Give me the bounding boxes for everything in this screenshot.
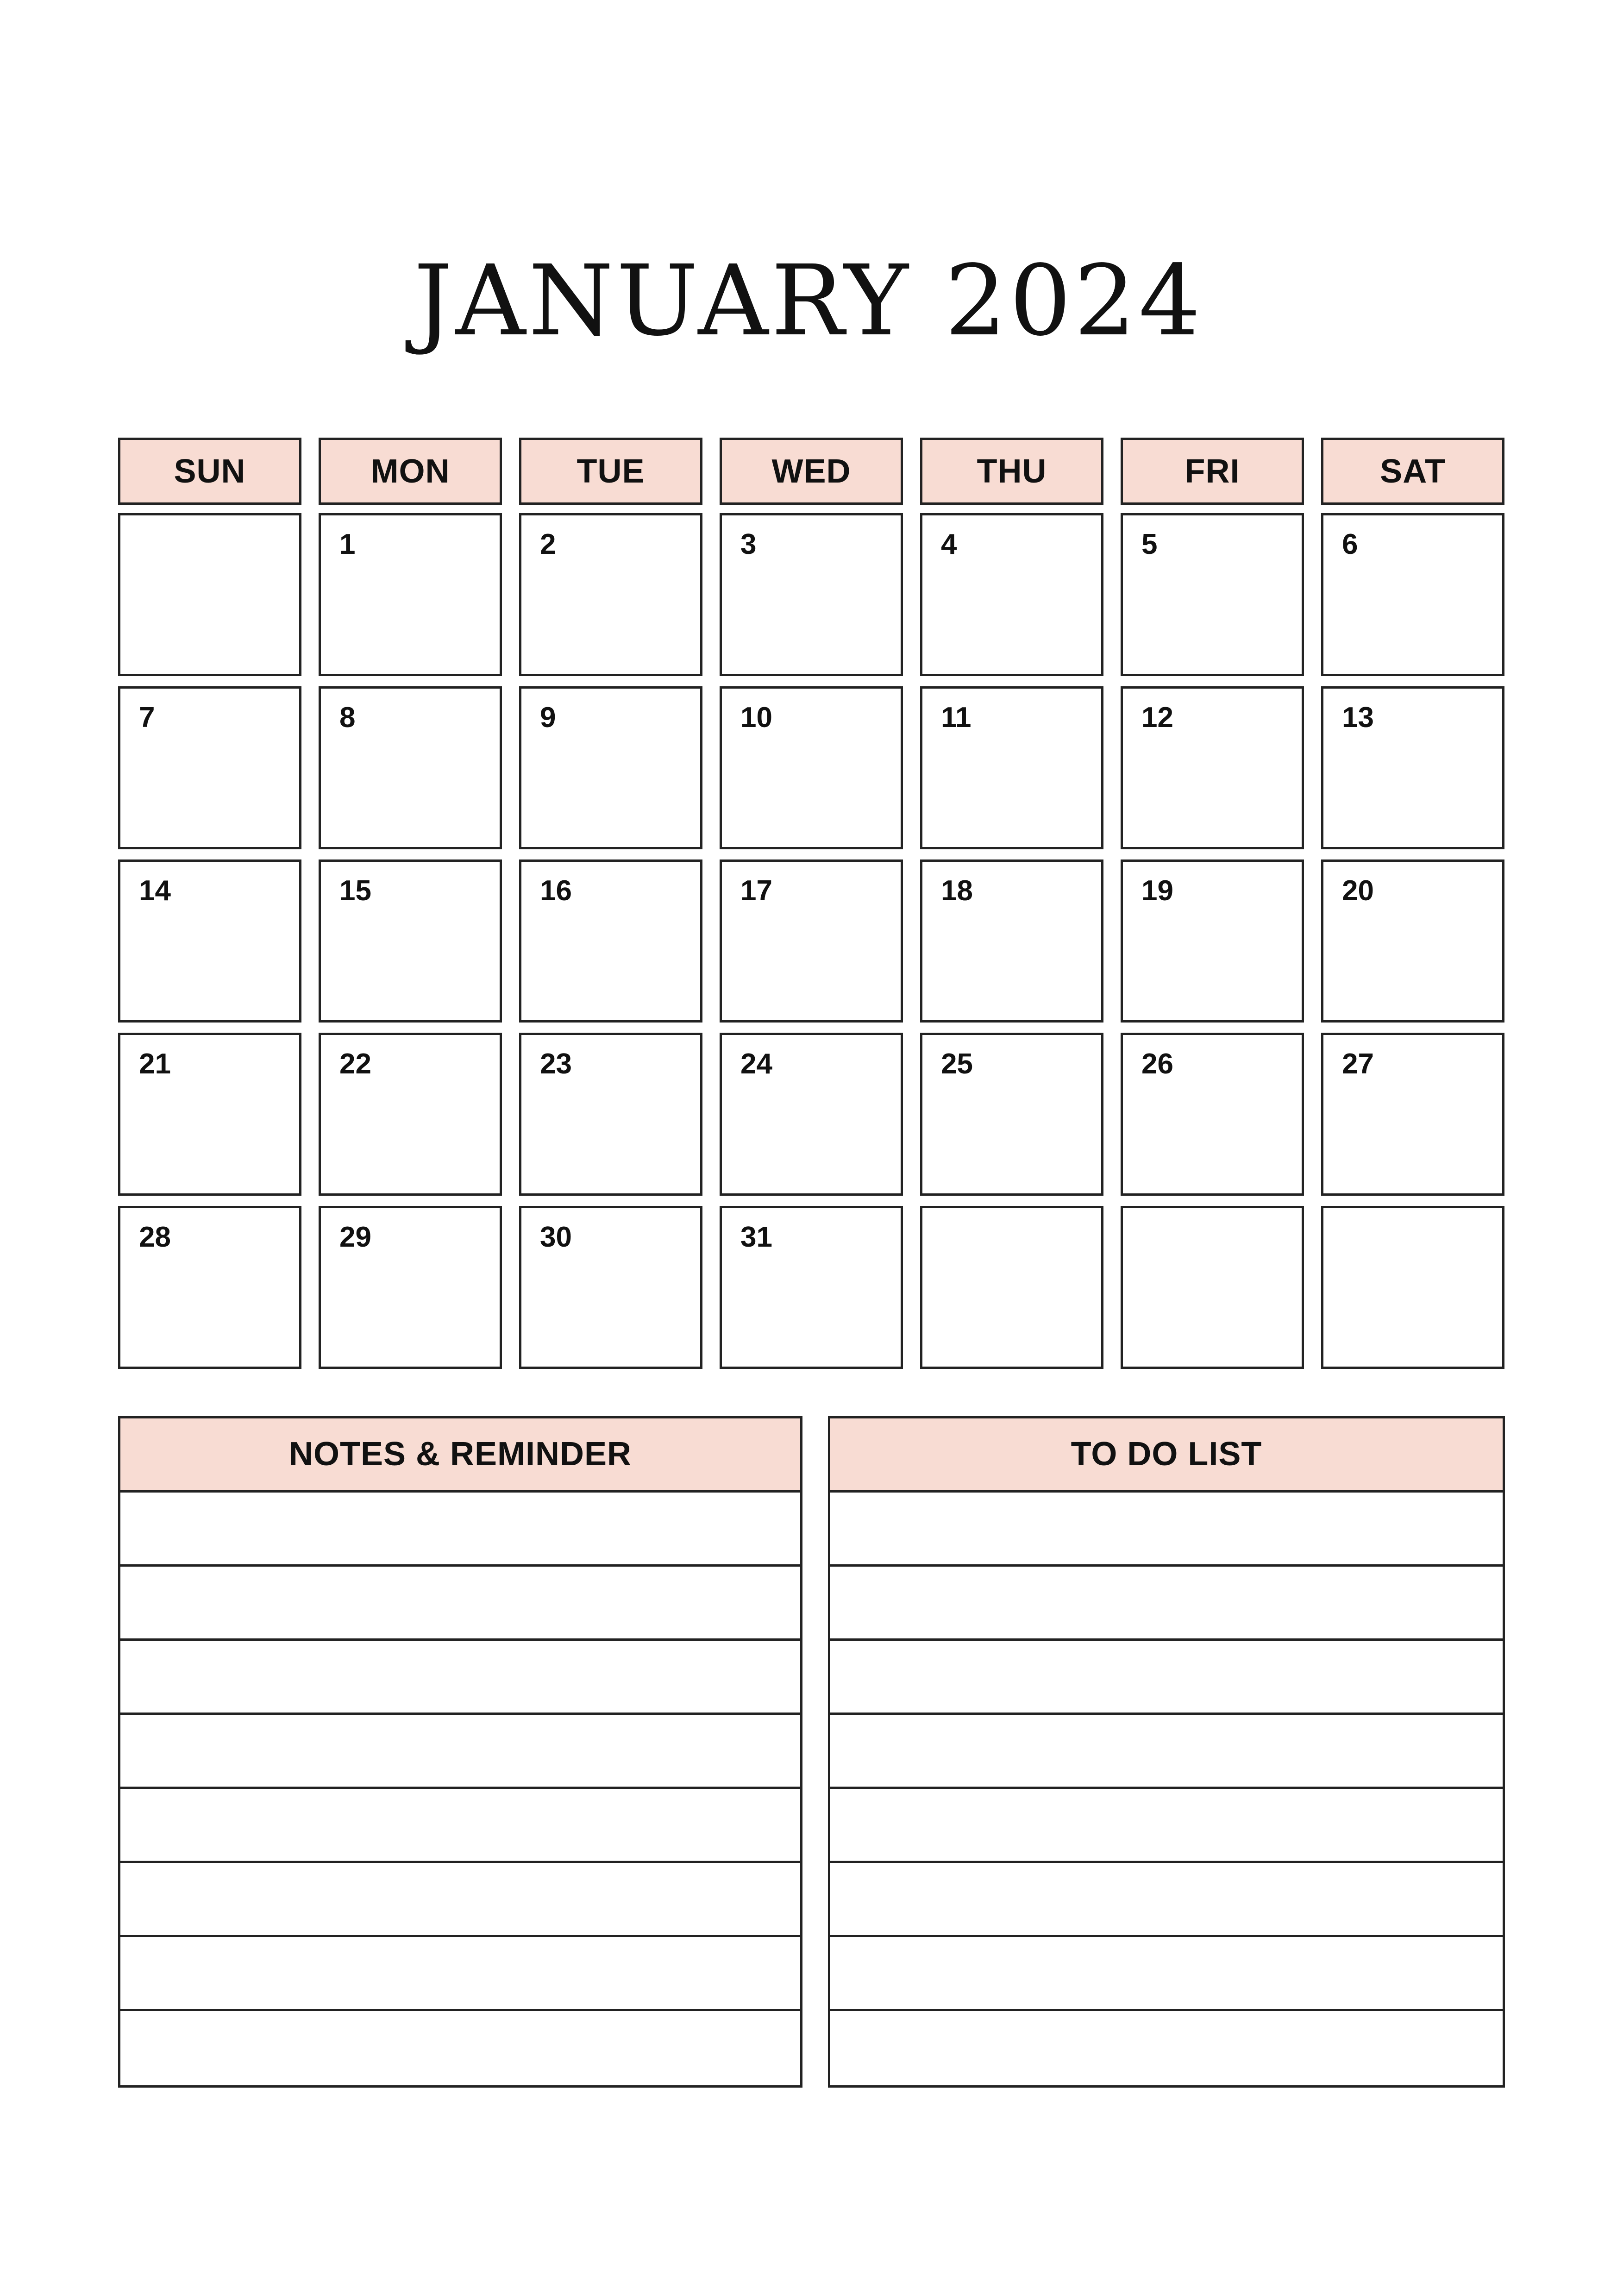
day-number: 4	[941, 528, 957, 560]
day-number: 12	[1141, 702, 1173, 734]
day-number: 28	[139, 1221, 171, 1253]
todo-panel	[828, 1416, 1505, 2088]
day-cell[interactable]	[319, 859, 502, 1023]
todo-line[interactable]	[830, 1863, 1503, 1937]
day-cell[interactable]	[118, 1206, 301, 1369]
day-cell[interactable]	[1321, 1033, 1504, 1196]
day-cell[interactable]	[1121, 1033, 1304, 1196]
day-cell[interactable]	[1121, 1206, 1304, 1369]
weekday-thu: THU	[920, 438, 1103, 505]
day-cell[interactable]	[720, 1033, 903, 1196]
todo-line[interactable]	[830, 1493, 1503, 1567]
day-number: 5	[1141, 528, 1158, 560]
day-cell[interactable]	[519, 1206, 702, 1369]
day-number: 22	[339, 1048, 371, 1080]
day-number: 19	[1141, 875, 1173, 907]
day-cell[interactable]	[519, 513, 702, 676]
day-number: 17	[740, 875, 772, 907]
day-cell[interactable]	[319, 513, 502, 676]
todo-line[interactable]	[830, 1567, 1503, 1641]
day-number: 25	[941, 1048, 973, 1080]
day-cell[interactable]	[920, 686, 1103, 849]
day-cell[interactable]	[1321, 1206, 1504, 1369]
day-cell[interactable]	[118, 686, 301, 849]
weekday-tue: TUE	[519, 438, 702, 505]
weekday-mon: MON	[319, 438, 502, 505]
day-number: 15	[339, 875, 371, 907]
day-number: 10	[740, 702, 772, 734]
notes-panel	[118, 1416, 802, 2088]
todo-line[interactable]	[830, 1789, 1503, 1863]
day-number: 11	[941, 702, 971, 734]
day-cell[interactable]	[519, 859, 702, 1023]
day-cell[interactable]	[1121, 686, 1304, 849]
day-cell[interactable]	[920, 1206, 1103, 1369]
day-number: 6	[1342, 528, 1358, 560]
day-number: 18	[941, 875, 973, 907]
day-cell[interactable]	[319, 686, 502, 849]
weekday-wed: WED	[720, 438, 903, 505]
notes-line[interactable]	[120, 1715, 800, 1789]
notes-line[interactable]	[120, 1863, 800, 1937]
notes-line[interactable]	[120, 2011, 800, 2085]
day-number: 8	[339, 702, 356, 734]
day-number: 27	[1342, 1048, 1374, 1080]
day-number: 3	[740, 528, 757, 560]
todo-line[interactable]	[830, 1715, 1503, 1789]
day-cell[interactable]	[1321, 686, 1504, 849]
day-number: 7	[139, 702, 155, 734]
todo-line[interactable]	[830, 1641, 1503, 1715]
day-number: 23	[540, 1048, 572, 1080]
day-cell[interactable]	[1121, 859, 1304, 1023]
day-number: 21	[139, 1048, 171, 1080]
day-cell[interactable]	[118, 859, 301, 1023]
day-number: 2	[540, 528, 556, 560]
weekday-sun: SUN	[118, 438, 301, 505]
day-number: 16	[540, 875, 572, 907]
day-cell[interactable]	[720, 859, 903, 1023]
day-cell[interactable]	[920, 1033, 1103, 1196]
weekday-sat: SAT	[1321, 438, 1504, 505]
day-cell[interactable]	[1121, 513, 1304, 676]
day-number: 13	[1342, 702, 1374, 734]
day-cell[interactable]	[920, 859, 1103, 1023]
day-cell[interactable]	[1321, 859, 1504, 1023]
todo-panel-title: TO DO LIST	[830, 1418, 1503, 1493]
day-number: 29	[339, 1221, 371, 1253]
notes-line[interactable]	[120, 1789, 800, 1863]
day-number: 30	[540, 1221, 572, 1253]
day-cell[interactable]	[118, 513, 301, 676]
day-number: 9	[540, 702, 556, 734]
day-cell[interactable]	[720, 686, 903, 849]
weekday-header-row	[118, 438, 1505, 505]
day-cell[interactable]	[319, 1206, 502, 1369]
notes-line[interactable]	[120, 1641, 800, 1715]
day-cell[interactable]	[118, 1033, 301, 1196]
todo-line[interactable]	[830, 2011, 1503, 2085]
day-cell[interactable]	[319, 1033, 502, 1196]
day-cell[interactable]	[720, 513, 903, 676]
day-number: 20	[1342, 875, 1374, 907]
day-cell[interactable]	[1321, 513, 1504, 676]
calendar-title: JANUARY 2024	[414, 244, 1203, 358]
weekday-fri: FRI	[1121, 438, 1304, 505]
day-cell[interactable]	[920, 513, 1103, 676]
notes-panel-title: NOTES & REMINDER	[120, 1418, 800, 1493]
day-cell[interactable]	[720, 1206, 903, 1369]
day-cell[interactable]	[519, 1033, 702, 1196]
notes-line[interactable]	[120, 1567, 800, 1641]
notes-line[interactable]	[120, 1493, 800, 1567]
day-number: 26	[1141, 1048, 1173, 1080]
notes-line[interactable]	[120, 1937, 800, 2011]
todo-line[interactable]	[830, 1937, 1503, 2011]
day-cell[interactable]	[519, 686, 702, 849]
day-number: 24	[740, 1048, 772, 1080]
day-number: 14	[139, 875, 171, 907]
calendar-grid	[118, 513, 1505, 1369]
day-number: 31	[740, 1221, 772, 1253]
day-number: 1	[339, 528, 356, 560]
